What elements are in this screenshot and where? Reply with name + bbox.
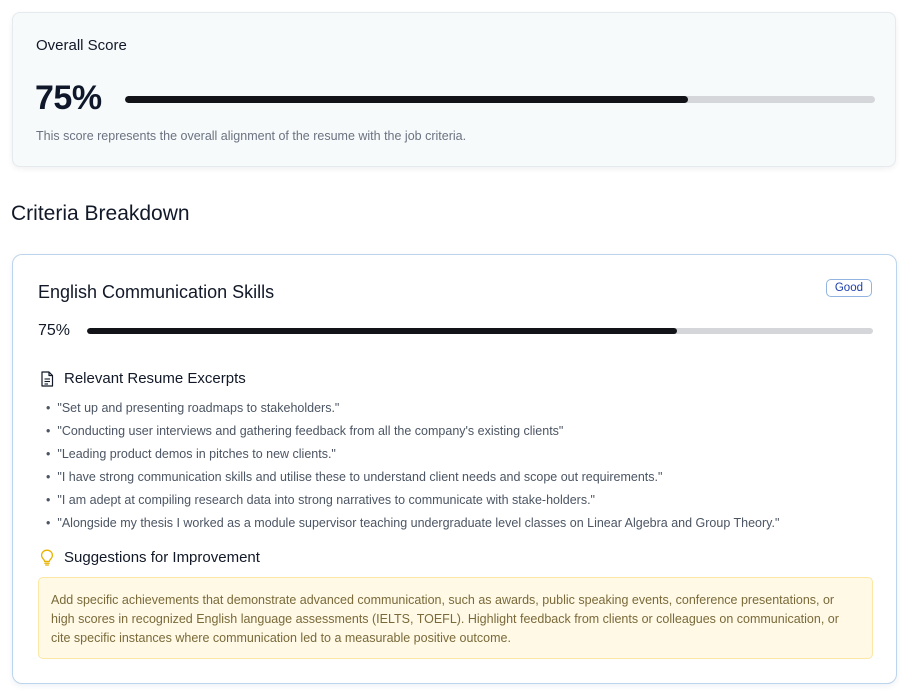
overall-score-progress-fill [125,96,688,103]
criterion-progress-bar [87,328,873,334]
excerpts-list [46,397,779,535]
status-badge: Good [826,279,872,297]
list-item: • "Alongside my thesis I worked as a module supervisor teaching undergraduate level classes on Linear Algebra and Group Theory." [46,512,779,535]
suggestions-heading [40,549,260,566]
criteria-breakdown-heading: Criteria Breakdown [11,202,190,225]
overall-score-description: This score represents the overall alignment of the resume with the job criteria. [36,129,467,143]
criterion-card [12,254,897,684]
list-item: • "Leading product demos in pitches to new clients." [46,443,779,466]
list-item: • "Set up and presenting roadmaps to stakeholders." [46,397,779,420]
criterion-title: English Communication Skills [38,282,275,302]
suggestions-box: Add specific achievements that demonstrate advanced communication, such as awards, public speaking events, conference presentations, or high scores in recognized English language assessments (IELTS, TOEFL). Highlight feedback from clients or colleagues on communication, or cite specific instances where communication led to a measurable positive outcome. [38,577,873,659]
list-item: • "I have strong communication skills and utilise these to understand client needs and scope out requirements." [46,466,779,489]
list-item: • "I am adept at compiling research data into strong narratives to communicate with stake-holders." [46,489,779,512]
overall-score-title: Overall Score [36,37,127,54]
suggestions-heading-label: Suggestions for Improvement [64,549,260,566]
lightbulb-icon [40,549,54,566]
overall-score-card [12,12,896,167]
overall-score-percent: 75% [35,79,102,117]
document-icon [40,371,54,387]
list-item: • "Conducting user interviews and gathering feedback from all the company's existing clients" [46,420,779,443]
excerpts-heading-label: Relevant Resume Excerpts [64,370,246,387]
overall-score-progress-bar [125,96,875,103]
criterion-progress-fill [87,328,677,334]
criterion-percent: 75% [38,322,71,339]
excerpts-heading [40,370,246,387]
